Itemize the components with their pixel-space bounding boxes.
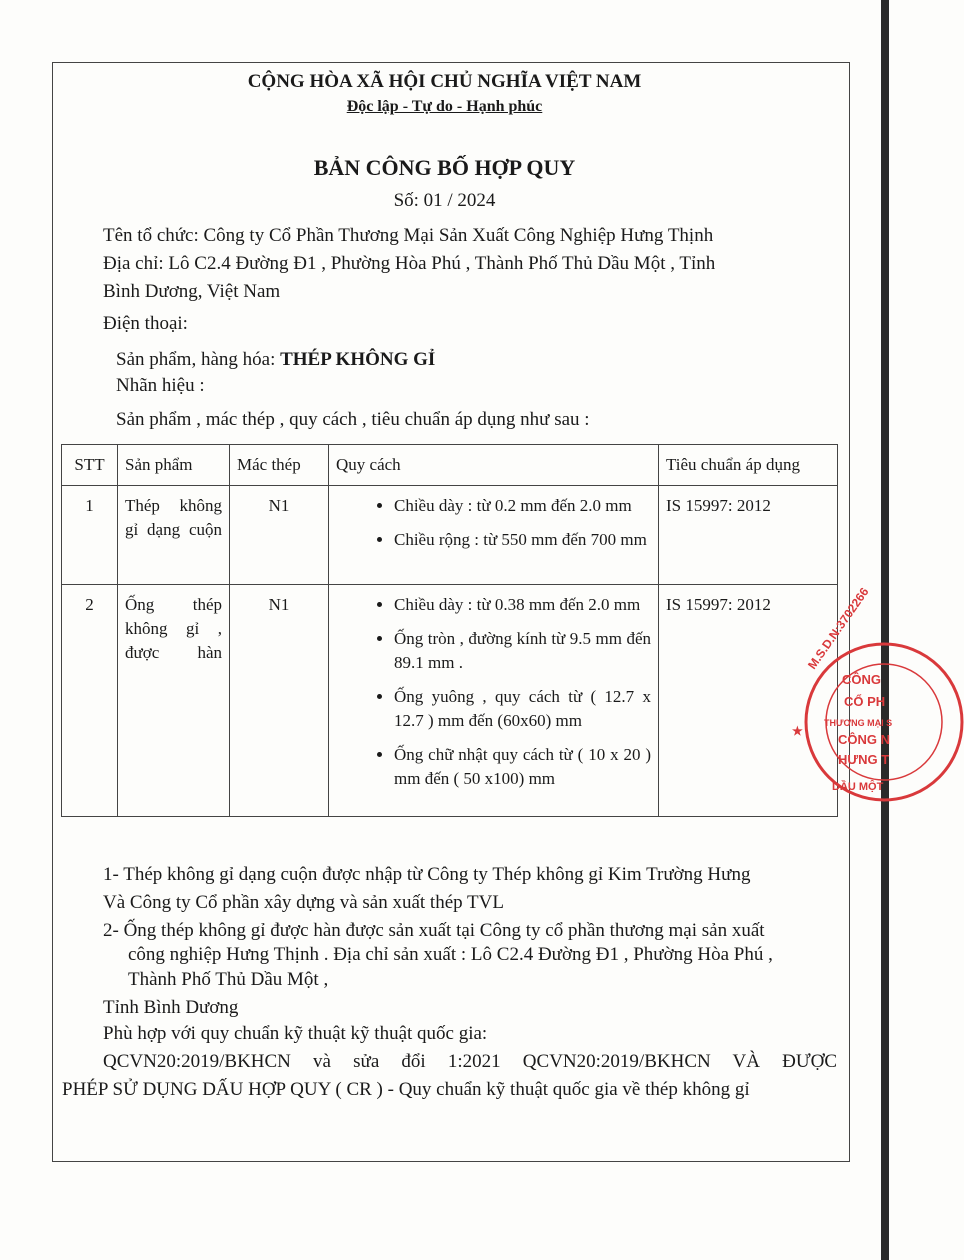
spec-item: • Chiều rộng : từ 550 mm đến 700 mm	[394, 528, 651, 552]
header-stt: STT	[62, 445, 118, 486]
table-intro: Sản phẩm , mác thép , quy cách , tiêu chuẩn áp dụng như sau :	[116, 409, 590, 430]
header-grade: Mác thép	[230, 445, 329, 486]
svg-text:CÔNG: CÔNG	[842, 672, 881, 687]
svg-text:CÔNG N: CÔNG N	[838, 732, 890, 747]
cell-standard: IS 15997: 2012	[659, 486, 838, 585]
cell-stt: 1	[62, 486, 118, 585]
company-seal	[784, 585, 893, 805]
table-row	[62, 486, 838, 585]
svg-text:DẦU MỘT: DẦU MỘT	[832, 781, 884, 793]
table-row	[62, 585, 838, 817]
address-line-1: Địa chỉ: Lô C2.4 Đường Đ1 , Phường Hòa Phú , Thành Phố Thủ Dầu Một , Tỉnh	[103, 253, 716, 274]
document-number: Số: 01 / 2024	[393, 190, 496, 211]
note-2-cont: công nghiệp Hưng Thịnh . Địa chỉ sản xuất : Lô C2.4 Đường Đ1 , Phường Hòa Phú ,	[128, 944, 773, 965]
province: Tỉnh Bình Dương	[103, 997, 239, 1018]
product-line: Sản phẩm, hàng hóa: THÉP KHÔNG GỈ	[116, 349, 436, 370]
cell-product: Ống thép không gỉ , được hàn	[118, 585, 230, 817]
spec-item: • Ống yuông , quy cách từ ( 12.7 x 12.7 ) mm đến (60x60) mm	[394, 685, 651, 733]
note-2-cont-2: Thành Phố Thủ Dầu Một ,	[128, 969, 329, 990]
note-1-cont: Và Công ty Cổ phần xây dựng và sản xuất thép TVL	[103, 892, 504, 913]
svg-text:THƯƠNG MẠI S: THƯƠNG MẠI S	[824, 718, 893, 728]
svg-text:HƯNG T: HƯNG T	[838, 752, 890, 767]
document-title: BẢN CÔNG BỐ HỢP QUY	[313, 155, 576, 180]
spec-item: • Ống tròn , đường kính từ 9.5 mm đến 89.1 mm .	[394, 627, 651, 675]
nation-heading: CỘNG HÒA XÃ HỘI CHỦ NGHĨA VIỆT NAM	[247, 71, 642, 92]
product-table	[61, 444, 838, 817]
svg-text:★: ★	[792, 724, 803, 738]
cell-product: Thép không gỉ dạng cuộn	[118, 486, 230, 585]
cell-standard: IS 15997: 2012	[659, 585, 838, 817]
note-1: 1- Thép không gỉ dạng cuộn được nhập từ Công ty Thép không gỉ Kim Trường Hưng	[103, 864, 751, 885]
svg-text:M.S.D.N:3702266: M.S.D.N:3702266	[804, 585, 872, 672]
cell-specs	[329, 585, 659, 817]
brand: Nhãn hiệu :	[116, 375, 205, 396]
header-product: Sản phẩm	[118, 445, 230, 486]
header-standard: Tiêu chuẩn áp dụng	[659, 445, 838, 486]
scan-edge	[881, 0, 889, 1260]
cell-grade: N1	[230, 585, 329, 817]
seal-icon	[784, 585, 964, 805]
cell-specs	[329, 486, 659, 585]
regulation-line-1: QCVN20:2019/BKHCN và sửa đổi 1:2021 QCVN20:2019/BKHCN VÀ ĐƯỢC	[103, 1051, 837, 1072]
table-header-row	[62, 445, 838, 486]
address-line-2: Bình Dương, Việt Nam	[103, 281, 281, 302]
note-2: 2- Ống thép không gỉ được hàn được sản xuất tại Công ty cổ phần thương mại sản xuất	[103, 920, 765, 941]
conformity-statement: Phù hợp với quy chuẩn kỹ thuật kỹ thuật quốc gia:	[103, 1023, 488, 1044]
spec-item: • Chiều dày : từ 0.38 mm đến 2.0 mm	[394, 593, 651, 617]
organization-name: Tên tổ chức: Công ty Cổ Phần Thương Mại Sản Xuất Công Nghiệp Hưng Thịnh	[103, 225, 714, 246]
motto: Độc lập - Tự do - Hạnh phúc	[346, 98, 543, 115]
svg-text:CỔ PH: CỔ PH	[844, 694, 886, 709]
cell-grade: N1	[230, 486, 329, 585]
spec-item: • Ống chữ nhật quy cách từ ( 10 x 20 ) mm đến ( 50 x100) mm	[394, 743, 651, 791]
phone: Điện thoại:	[103, 313, 188, 334]
header-specs: Quy cách	[329, 445, 659, 486]
spec-item: • Chiều dày : từ 0.2 mm đến 2.0 mm	[394, 494, 651, 518]
cell-stt: 2	[62, 585, 118, 817]
regulation-line-2: PHÉP SỬ DỤNG DẤU HỢP QUY ( CR ) - Quy chuẩn kỹ thuật quốc gia về thép không gỉ	[62, 1079, 750, 1100]
